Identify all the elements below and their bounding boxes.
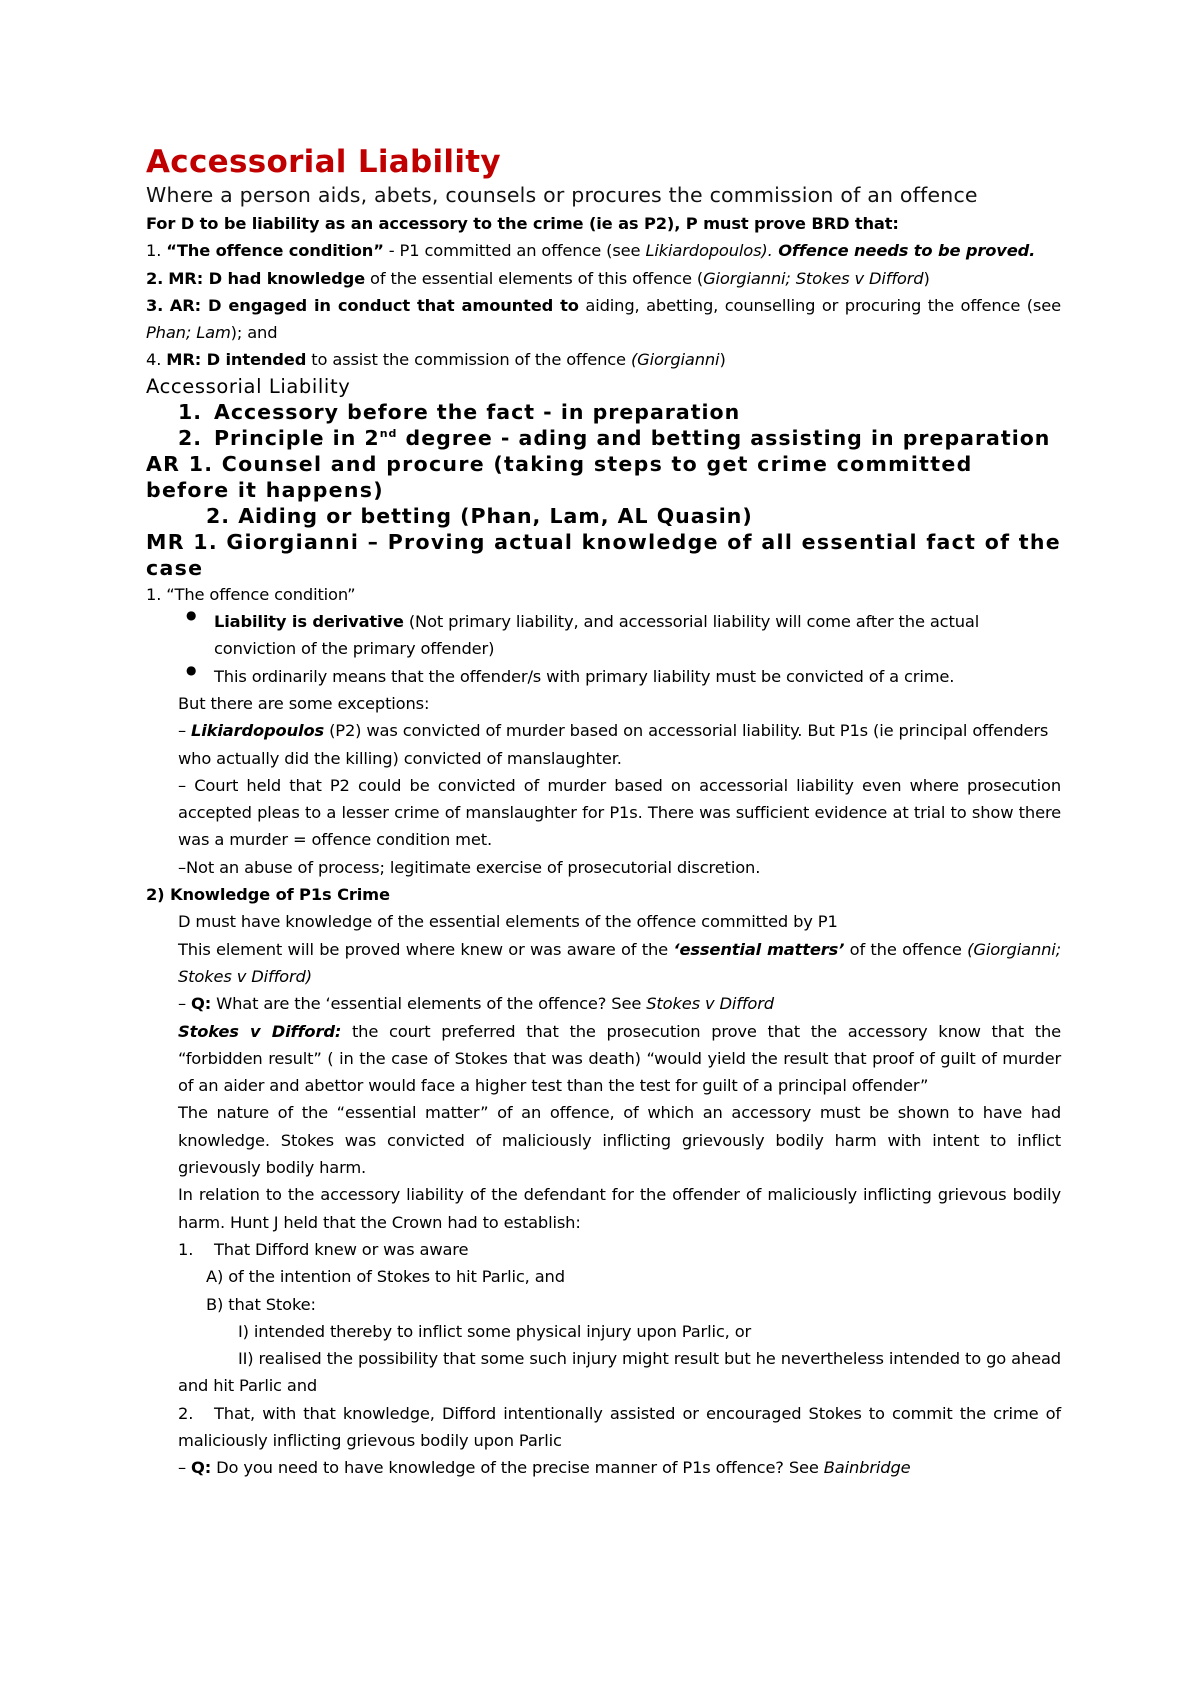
text-part: This element will be proved where knew or was aware of the [178, 939, 674, 959]
case-name: Bainbridge [823, 1458, 911, 1478]
element-label: MR: D intended [166, 350, 307, 370]
relation-paragraph: In relation to the accessory liability of the defendant for the offender of maliciously inflicting grievous bodily harm. Hunt J held that the Crown had to establish: [178, 1185, 1061, 1232]
case-name: (Giorgianni [630, 350, 720, 370]
bullet-icon: ● [186, 662, 197, 677]
bullet-icon: ● [186, 608, 197, 623]
list-text-part: Principle in 2 [214, 425, 380, 450]
element-text: of the essential elements of this offence ( [365, 268, 704, 288]
crown-list-item-1b-i: I) intended thereby to inflict some physical injury upon Parlic, or [238, 1321, 752, 1341]
element-text: aiding, abetting, counselling or procuring the offence (see [578, 295, 1062, 315]
element-text: - P1 committed an offence (see [383, 241, 646, 261]
ar-2: 2. Aiding or betting (Phan, Lam, AL Quasin) [206, 503, 753, 528]
dash-icon: – [178, 1458, 186, 1478]
paragraph-text: the court preferred that the prosecution prove that the accessory know that the “forbidden result” ( in the case of Stokes that was death) “would yield the result that proof of guilt of murder of an aider and abettor would face a higher test than the test for guilt of a principal offender” [178, 1021, 1061, 1096]
document-page [146, 142, 1061, 1482]
dash-text: Not an abuse of process; legitimate exercise of prosecutorial discretion. [186, 857, 761, 877]
bullet-body: (Not primary liability, and accessorial liability will come after the actual conviction of the primary offender) [214, 612, 980, 659]
element-3 [146, 292, 1061, 347]
subtitle: Where a person aids, abets, counsels or procures the commission of an offence [146, 183, 978, 207]
element-label: MR: D had knowledge [168, 268, 366, 288]
superscript: nd [379, 426, 398, 440]
dash-icon: – [178, 857, 186, 877]
mr-1: MR 1. Giorgianni – Proving actual knowledge of all essential fact of the case [146, 529, 1061, 580]
section-1-heading: 1. “The offence condition” [146, 584, 356, 604]
element-number: 3. [146, 295, 164, 315]
summary-item-1 [146, 399, 1061, 425]
element-number: 2. [146, 268, 164, 288]
list-text: That Difford knew or was aware [214, 1239, 469, 1259]
case-name: Stokes v Difford: [178, 1021, 342, 1041]
text-part: of the offence [844, 939, 962, 959]
bullet-bold: Liability is derivative [214, 612, 404, 632]
dash-icon: – [178, 721, 186, 741]
question-label: Q: [191, 994, 212, 1014]
case-name: Stokes v Difford [646, 994, 774, 1014]
element-4 [146, 346, 1061, 373]
element-label: “The offence condition” [166, 241, 384, 261]
ar-1: AR 1. Counsel and procure (taking steps to get crime committed before it happens) [146, 451, 973, 502]
nature-paragraph: The nature of the “essential matter” of an offence, of which an accessory must be shown to have had knowledge. Stokes was convicted of maliciously inflicting grievously bodily harm with intent to inflict grievously bodily harm. [178, 1103, 1061, 1178]
case-name: Phan; Lam [146, 323, 231, 343]
case-name: (Giorgianni; Stokes v Difford) [178, 939, 1061, 986]
case-name: Giorgianni; Stokes v Difford [703, 268, 924, 288]
case-name: Likiardopoulos). [645, 241, 773, 261]
crown-list-item-1b: B) that Stoke: [206, 1294, 316, 1314]
list-number: 2. [178, 425, 203, 450]
crown-list-item-1a: A) of the intention of Stokes to hit Parlic, and [206, 1267, 565, 1287]
element-tail: ) [923, 268, 930, 288]
element-1 [146, 237, 1061, 264]
dash-line-2 [146, 772, 1061, 854]
intro-line: For D to be liability as an accessory to the crime (ie as P2), P must prove BRD that: [146, 214, 899, 233]
page-title: Accessorial Liability [146, 144, 501, 180]
element-2 [146, 265, 1061, 292]
bullet-item-1 [146, 608, 1061, 663]
list-number: 2. [178, 1403, 194, 1423]
question-text: What are the ‘essential elements of the offence? See [211, 994, 647, 1014]
element-text: to assist the commission of the offence [306, 350, 631, 370]
section-2-heading: 2) Knowledge of P1s Crime [146, 885, 390, 905]
dash-icon: – [178, 775, 186, 795]
list-number: 1. [178, 399, 203, 424]
question-text: Do you need to have knowledge of the precise manner of P1s offence? See [211, 1458, 824, 1478]
bullet-item-2 [146, 663, 1061, 690]
emphasis: ‘essential matters’ [673, 939, 845, 959]
element-note: Offence needs to be proved. [772, 241, 1036, 261]
bullet-text [214, 608, 1061, 663]
element-number: 4. [146, 350, 162, 370]
crown-list-item-2 [146, 1400, 1061, 1455]
list-text [214, 425, 1050, 451]
dash-text: (P2) was convicted of murder based on accessorial liability. But P1s (ie principal offenders who actually did the killing) convicted of manslaughter. [178, 721, 1049, 768]
bullet-text: This ordinarily means that the offender/s with primary liability must be convicted of a crime. [214, 666, 955, 686]
question-label: Q: [191, 1458, 212, 1478]
element-label: AR: D engaged in conduct that amounted to [169, 295, 579, 315]
question-2 [146, 1454, 1061, 1481]
summary-item-2 [146, 425, 1061, 451]
knowledge-line-1: D must have knowledge of the essential elements of the offence committed by P1 [178, 912, 838, 932]
list-text: Accessory before the fact - in preparation [214, 399, 741, 424]
dash-line-1 [146, 717, 1061, 772]
list-text: That, with that knowledge, Difford intentionally assisted or encouraged Stokes to commit the crime of maliciously inflicting grievous bodily upon Parlic [178, 1403, 1061, 1450]
question-1 [146, 990, 1061, 1017]
crown-list-item-1 [146, 1236, 1061, 1263]
element-number: 1. [146, 241, 162, 261]
dash-text: Court held that P2 could be convicted of murder based on accessorial liability even where prosecution accepted pleas to a lesser crime of manslaughter for P1s. There was sufficient evidence at trial to show there was a murder = offence condition met. [178, 775, 1061, 850]
list-text: II) realised the possibility that some such injury might result but he nevertheless intended to go ahead and hit Parlic and [178, 1349, 1061, 1396]
list-text-part: degree - ading and betting assisting in preparation [397, 425, 1051, 450]
stokes-paragraph [146, 1018, 1061, 1100]
dash-icon: – [178, 994, 186, 1014]
exceptions-line: But there are some exceptions: [178, 693, 430, 713]
summary-heading: Accessorial Liability [146, 374, 351, 398]
element-tail: ) [719, 350, 726, 370]
list-number: 1. [178, 1239, 194, 1259]
dash-line-3 [146, 854, 1061, 881]
crown-list-item-1b-ii [146, 1345, 1061, 1400]
case-name: Likiardopoulos [191, 721, 325, 741]
knowledge-line-2 [146, 936, 1061, 991]
element-tail: ); and [230, 323, 278, 343]
